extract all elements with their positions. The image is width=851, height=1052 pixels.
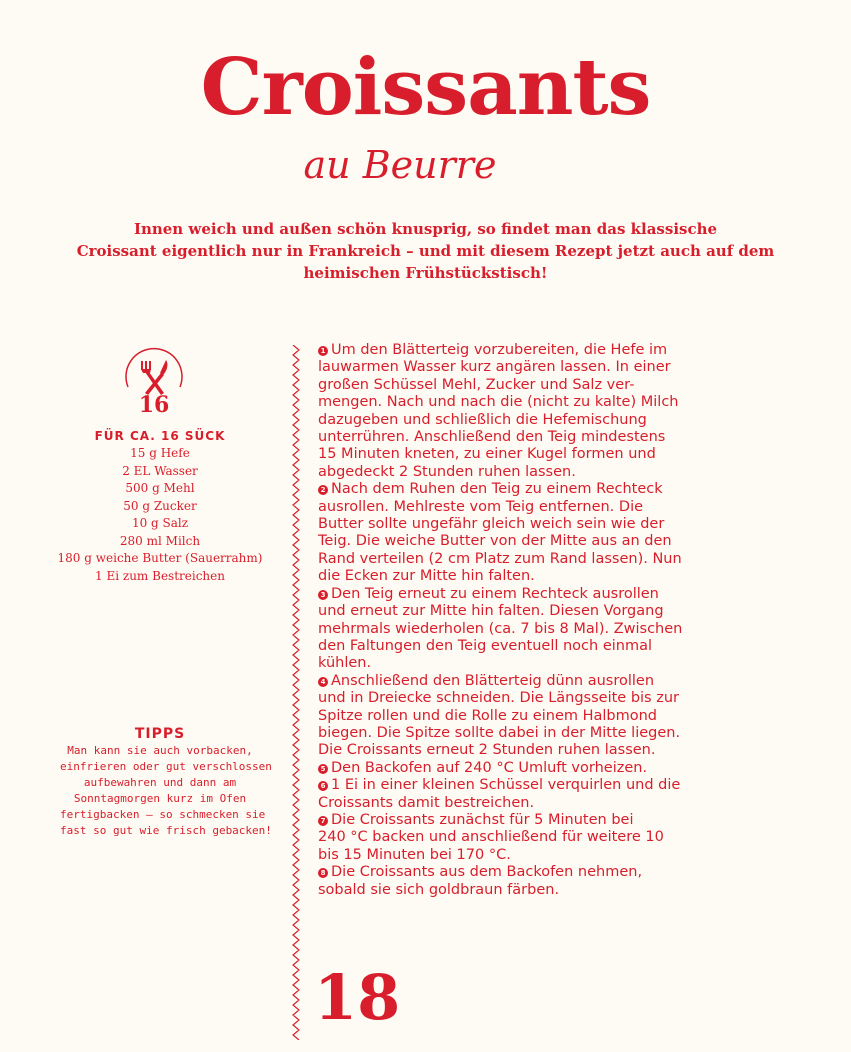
step-line: Rand verteilen (2 cm Platz zum Rand lassen). Nun: [318, 550, 682, 567]
step-6: [318, 777, 768, 812]
step-3: [318, 586, 768, 673]
step-line: Den Backofen auf 240 °C Umluft vorheizen.: [331, 759, 648, 776]
step-line: kühlen.: [318, 655, 372, 672]
step-line: abgedeckt 2 Stunden ruhen lassen.: [318, 463, 576, 480]
step-number-badge: 2: [318, 485, 328, 495]
step-line: den Faltungen den Teig eventuell noch einmal: [318, 637, 653, 654]
intro-line: Croissant eigentlich nur in Frankreich – und mit diesem Rezept jetzt auch auf dem: [76, 242, 775, 260]
tips-line: Man kann sie auch vorbacken,: [67, 744, 253, 757]
ingredient-item: 280 ml Milch: [119, 533, 201, 548]
step-number-badge: 3: [318, 590, 328, 600]
tips-text: [60, 743, 272, 839]
step-line: sobald sie sich goldbraun färben.: [318, 881, 560, 898]
tips-line: aufbewahren und dann am: [83, 776, 237, 789]
tips-line: fertigbacken – so schmecken sie: [60, 808, 266, 821]
step-line: 1 Ei in einer kleinen Schüssel verquirlen und die: [331, 777, 681, 794]
intro-line: Innen weich und außen schön knusprig, so findet man das klassische: [133, 220, 718, 238]
ingredients-heading: FÜR CA. 16 SÜCK: [94, 429, 226, 443]
tips-heading: TIPPS: [134, 726, 186, 742]
step-line: Nach dem Ruhen den Teig zu einem Rechteck: [331, 481, 663, 498]
step-1: [318, 342, 768, 481]
tips-line: fast so gut wie frisch gebacken!: [60, 824, 272, 837]
ingredient-item: 180 g weiche Butter (Sauerrahm): [57, 551, 263, 565]
step-line: mengen. Nach und nach die (nicht zu kalte) Milch: [318, 394, 679, 411]
step-line: Croissants damit bestreichen.: [318, 794, 535, 811]
step-number-badge: 7: [318, 816, 328, 826]
intro-text: [60, 218, 791, 284]
ingredient-item: 50 g Zucker: [123, 498, 197, 513]
step-2: [318, 481, 768, 585]
step-line: Spitze rollen und die Rolle zu einem Halbmond: [318, 707, 658, 724]
step-line: Die Croissants zunächst für 5 Minuten bei: [331, 811, 634, 828]
step-line: Teig. Die weiche Butter von der Mitte aus an den: [318, 533, 672, 550]
step-line: ausrollen. Mehlreste vom Teig entfernen. Die: [318, 498, 644, 515]
step-number-badge: 1: [318, 346, 328, 356]
step-number-badge: 5: [318, 764, 328, 774]
ingredient-item: 500 g Mehl: [125, 481, 195, 495]
instructions: [318, 342, 768, 899]
step-line: die Ecken zur Mitte hin falten.: [318, 568, 535, 585]
step-line: und erneut zur Mitte hin falten. Diesen Vorgang: [318, 603, 664, 620]
tips-line: Sonntagmorgen kurz im Ofen: [73, 792, 247, 805]
step-line: Um den Blätterteig vorzubereiten, die Hefe im: [331, 342, 668, 358]
step-5: [318, 760, 768, 777]
ingredient-item: 10 g Salz: [131, 516, 189, 530]
intro-line: heimischen Frühstückstisch!: [303, 264, 548, 282]
step-line: Die Croissants aus dem Backofen nehmen,: [331, 864, 643, 881]
step-line: unterrühren. Anschließend den Teig mindestens: [318, 429, 666, 446]
servings-count: 16: [138, 392, 170, 418]
step-line: 240 °C backen und anschließend für weitere 10: [318, 829, 664, 846]
step-number-badge: 4: [318, 677, 328, 687]
step-line: Anschließend den Blätterteig dünn ausrollen: [331, 672, 655, 689]
step-line: mehrmals wiederholen (ca. 7 bis 8 Mal). Zwischen: [318, 620, 683, 637]
ingredient-item: 2 EL Wasser: [122, 463, 198, 478]
step-7: [318, 812, 768, 864]
step-4: [318, 673, 768, 760]
step-line: bis 15 Minuten bei 170 °C.: [318, 846, 511, 863]
step-line: Den Teig erneut zu einem Rechteck ausrollen: [331, 585, 659, 602]
step-line: Butter sollte ungefähr gleich weich sein wie der: [318, 516, 665, 533]
step-line: Die Croissants erneut 2 Stunden ruhen lassen.: [318, 742, 656, 759]
step-8: [318, 864, 768, 899]
step-line: lauwarmen Wasser kurz angären lassen. In einer: [318, 359, 671, 376]
step-number-badge: 8: [318, 868, 328, 878]
recipe-subtitle: au Beurre: [303, 143, 497, 187]
page-number: 18: [314, 961, 401, 1034]
ingredient-item: 1 Ei zum Bestreichen: [95, 568, 225, 583]
tips-line: einfrieren oder gut verschlossen: [60, 760, 272, 773]
ingredient-item: 15 g Hefe: [130, 446, 190, 460]
step-line: biegen. Die Spitze sollte dabei in der Mitte liegen.: [318, 724, 681, 741]
ingredient-list: [50, 445, 270, 585]
zigzag-divider: [290, 345, 302, 1040]
step-line: und in Dreiecke schneiden. Die Längsseite bis zur: [318, 690, 679, 707]
step-line: dazugeben und schließlich die Hefemischung: [318, 411, 647, 428]
recipe-title: Croissants: [200, 42, 651, 133]
step-number-badge: 6: [318, 781, 328, 791]
step-line: 15 Minuten kneten, zu einer Kugel formen und: [318, 446, 656, 463]
step-line: großen Schüssel Mehl, Zucker und Salz ver-: [318, 376, 635, 393]
